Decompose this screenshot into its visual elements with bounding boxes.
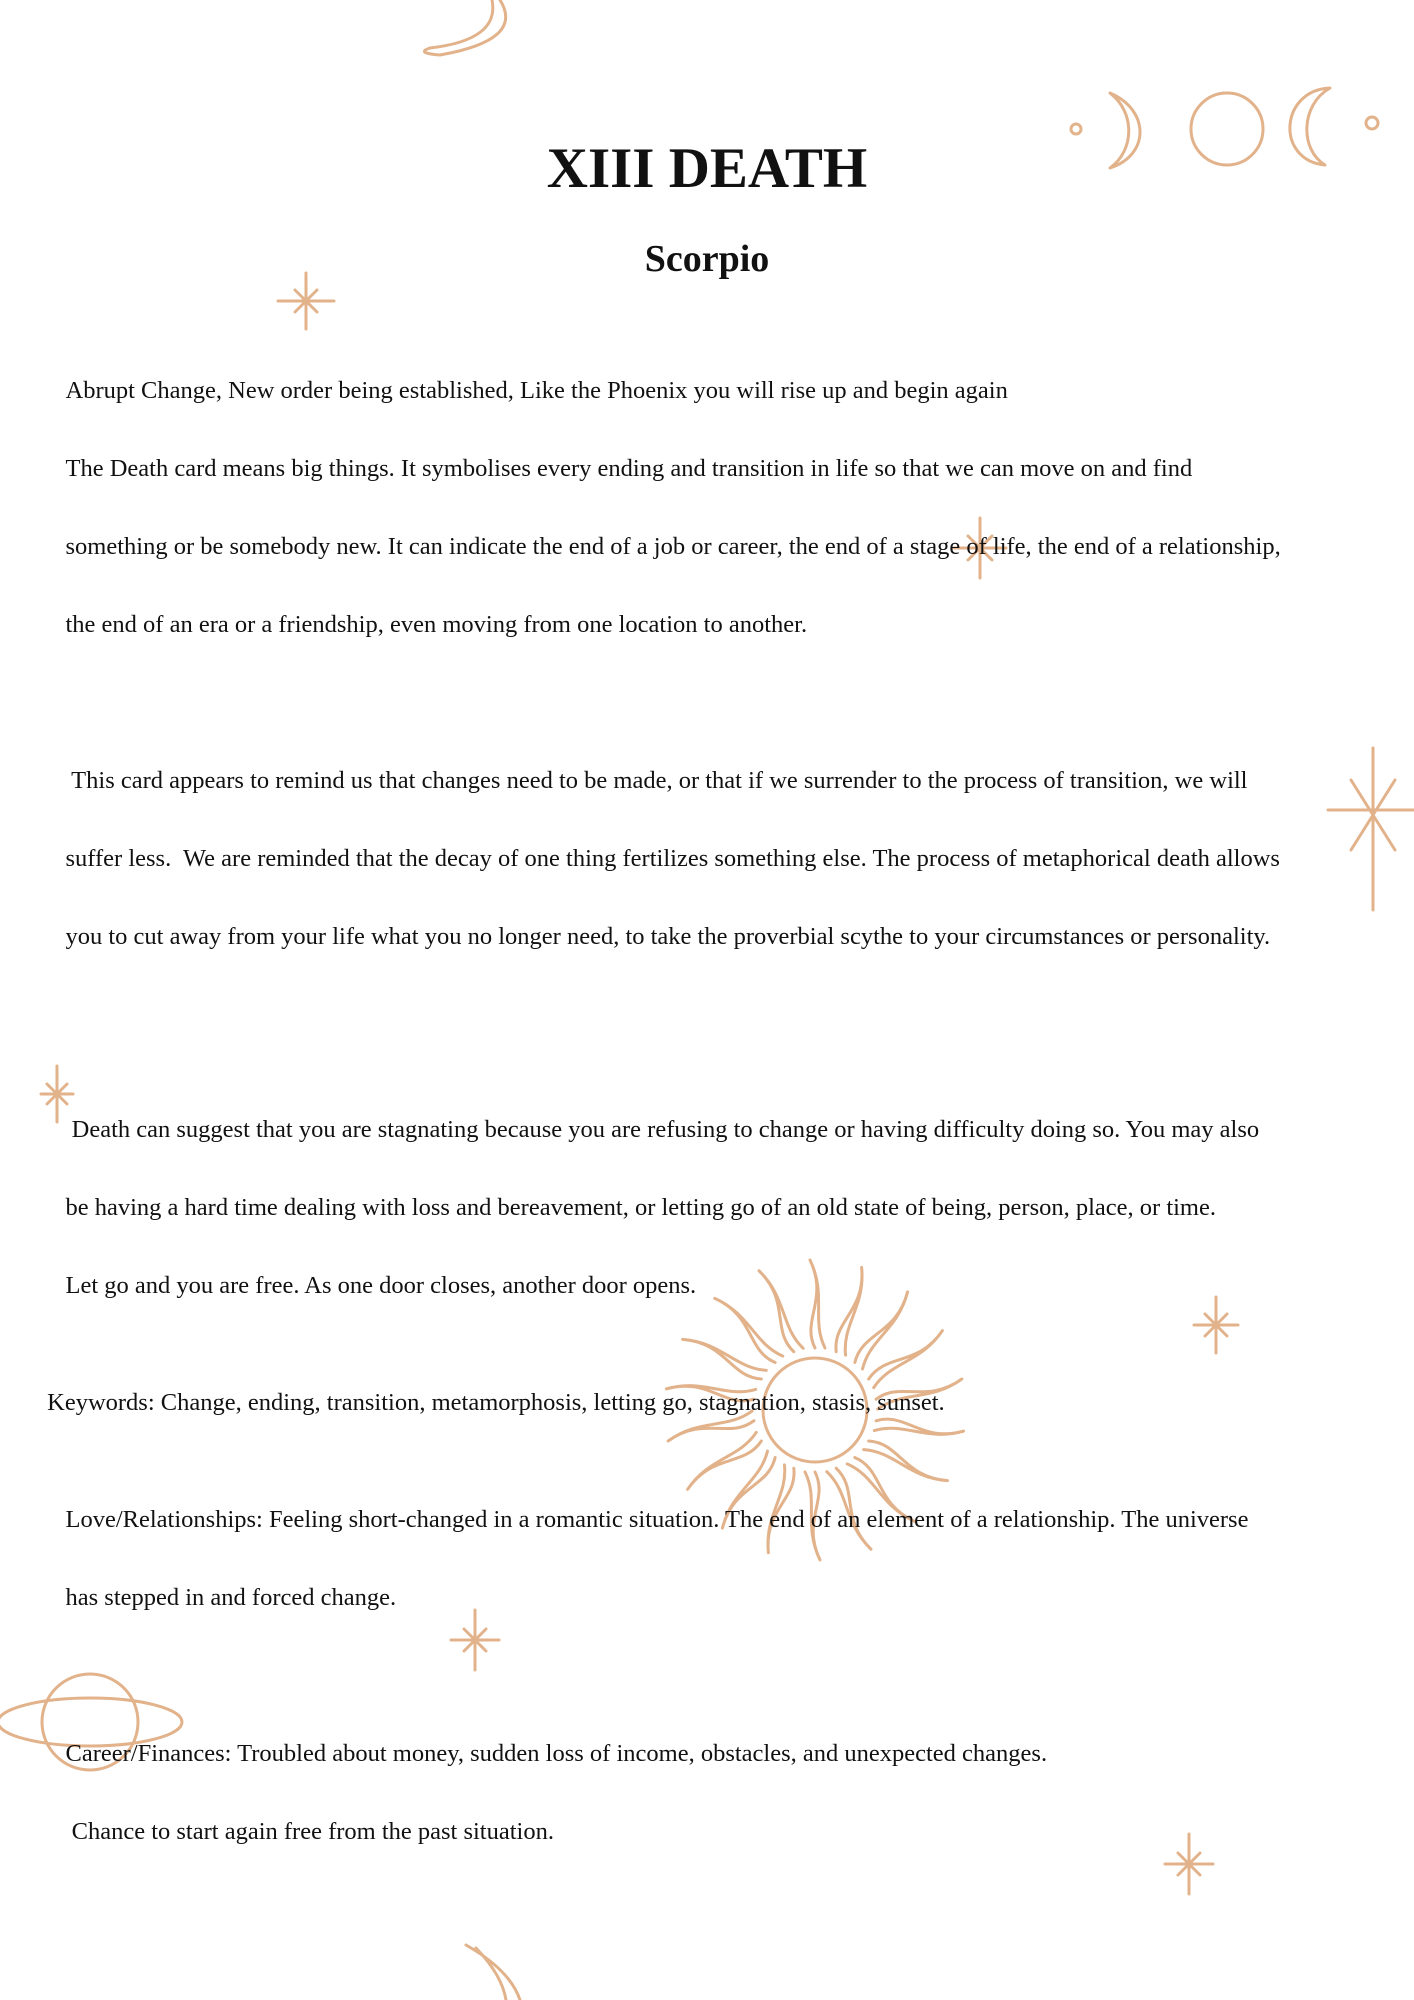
reminder-paragraph xyxy=(41,722,1381,995)
text-line: the end of an era or a friendship, even moving from one location to another. xyxy=(65,611,808,638)
stagnation-paragraph xyxy=(41,1071,1381,1344)
crescent-moon-icon xyxy=(424,0,505,55)
intro-paragraph xyxy=(41,332,1381,683)
crescent-moon-icon xyxy=(466,1945,520,2000)
keywords-line: Keywords: Change, ending, transition, metamorphosis, letting go, stagnation, stasis, sunset. xyxy=(41,1389,945,1416)
text-line: Death can suggest that you are stagnating because you are refusing to change or having difficulty doing so. You may also xyxy=(65,1116,1260,1143)
text-line: This card appears to remind us that changes need to be made, or that if we surrender to the process of transition, we will xyxy=(65,767,1248,794)
text-line: Let go and you are free. As one door closes, another door opens. xyxy=(65,1272,697,1299)
text-line: be having a hard time dealing with loss and bereavement, or letting go of an old state of being, person, place, or time. xyxy=(65,1194,1216,1221)
text-line: The Death card means big things. It symbolises every ending and transition in life so that we can move on and find xyxy=(65,455,1193,482)
card-description xyxy=(41,332,1381,1890)
career-paragraph xyxy=(41,1695,1381,1890)
text-line: Career/Finances: Troubled about money, sudden loss of income, obstacles, and unexpected changes. xyxy=(65,1740,1048,1767)
page-title: XIII DEATH xyxy=(546,137,868,200)
page-subtitle: Scorpio xyxy=(644,238,770,280)
text-line: Chance to start again free from the past situation. xyxy=(65,1818,554,1845)
text-line: you to cut away from your life what you no longer need, to take the proverbial scythe to your circumstances or personality. xyxy=(65,923,1271,950)
text-line: Abrupt Change, New order being established, Like the Phoenix you will rise up and begin again xyxy=(65,377,1008,404)
text-line: has stepped in and forced change. xyxy=(65,1584,397,1611)
love-paragraph xyxy=(41,1461,1381,1656)
text-line: something or be somebody new. It can indicate the end of a job or career, the end of a stage of life, the end of a relationship, xyxy=(65,533,1281,560)
text-line: suffer less. We are reminded that the decay of one thing fertilizes something else. The process of metaphorical death allows xyxy=(65,845,1280,872)
text-line: Love/Relationships: Feeling short-changed in a romantic situation. The end of an element of a relationship. The universe xyxy=(65,1506,1249,1533)
